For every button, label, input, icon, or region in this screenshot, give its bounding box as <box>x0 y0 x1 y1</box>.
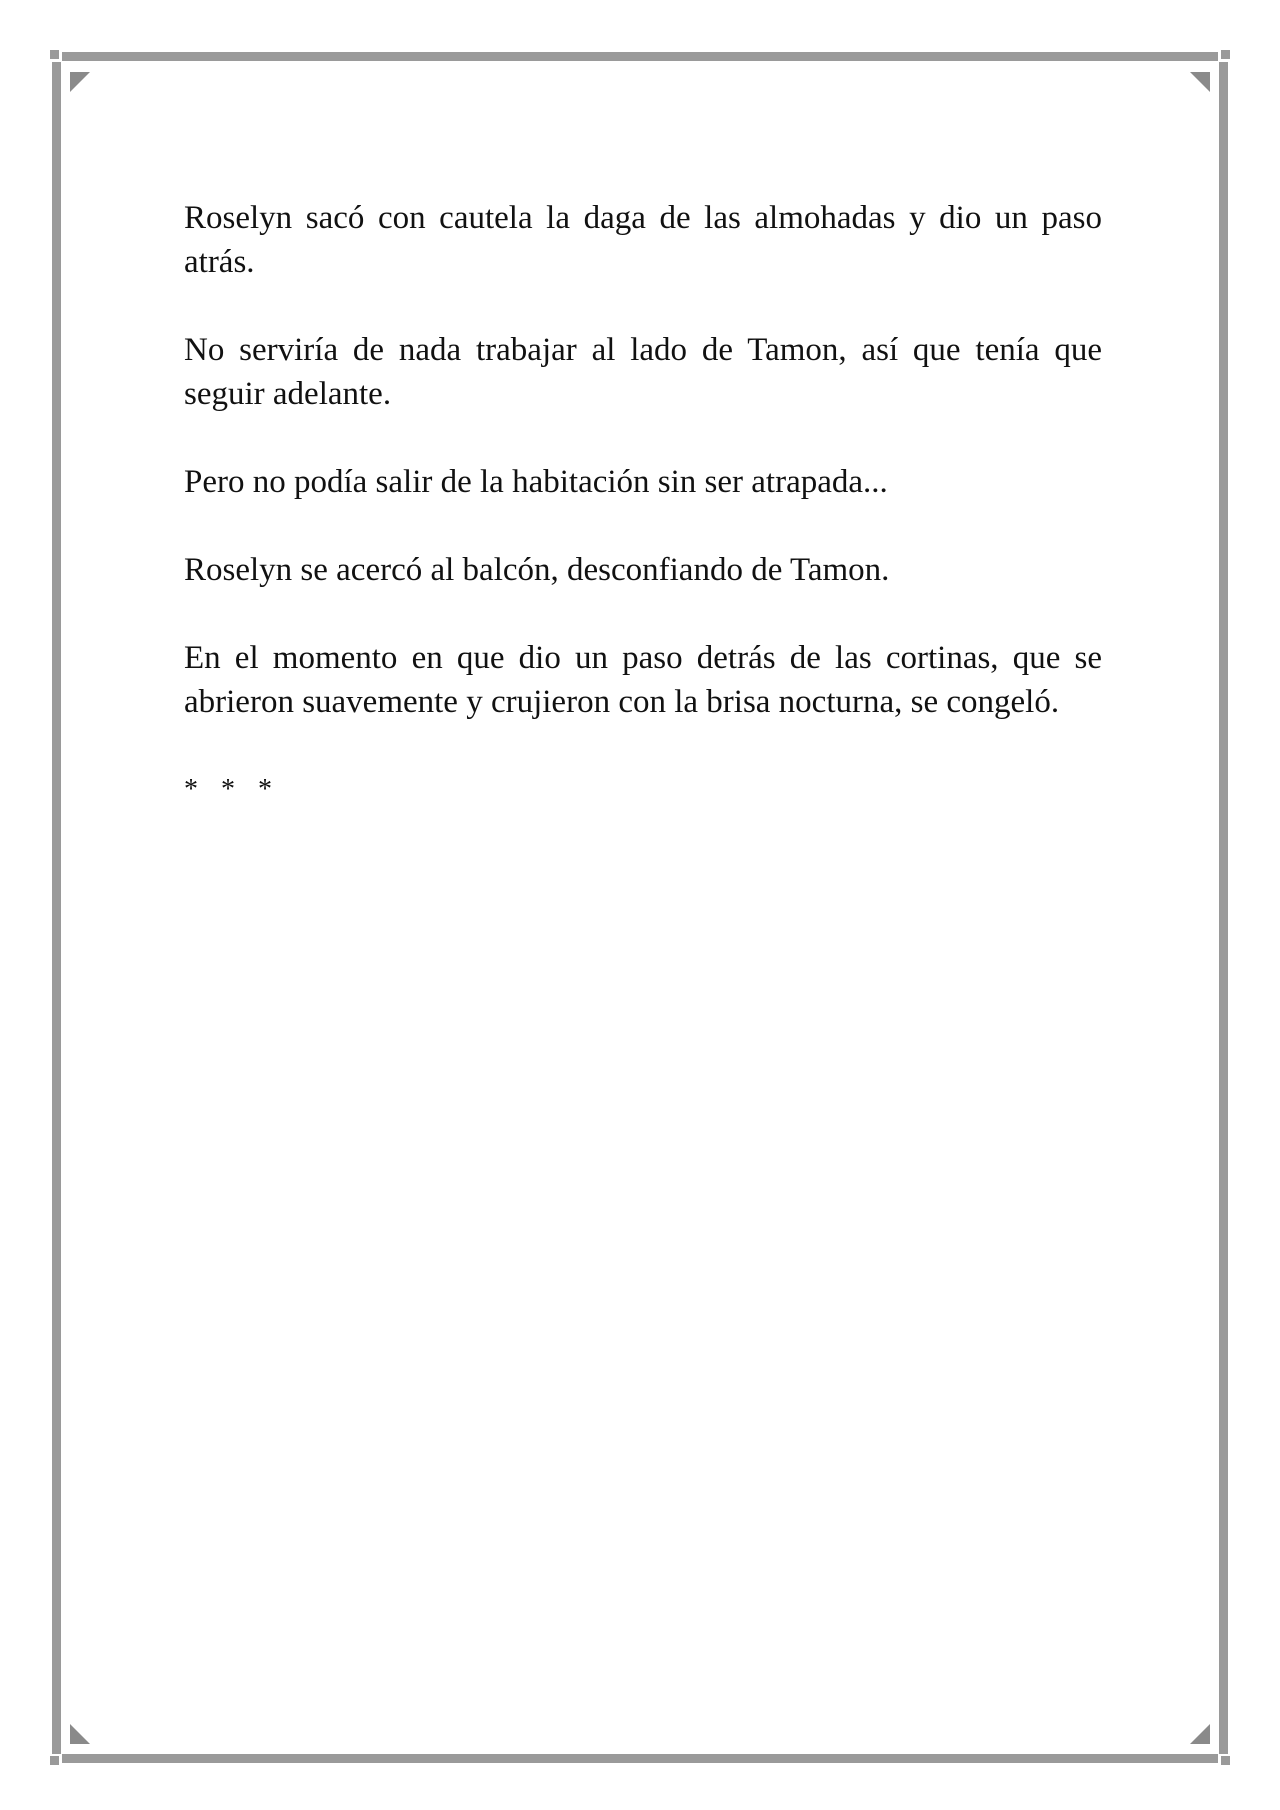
corner-ornament-bottom-left-icon <box>70 1724 90 1744</box>
corner-ornament-bottom-right-icon <box>1190 1724 1210 1744</box>
paragraph: Roselyn sacó con cautela la daga de las almohadas y dio un paso atrás. <box>184 200 1102 280</box>
frame-border-right <box>1219 62 1228 1754</box>
frame-border-bottom <box>62 1754 1218 1763</box>
scene-separator: * * * <box>184 774 280 805</box>
frame-corner-bottom-left <box>50 1756 59 1765</box>
frame-corner-top-right <box>1221 50 1230 59</box>
frame-border-left <box>52 62 61 1754</box>
paragraph: No serviría de nada trabajar al lado de Tamon, así que tenía que seguir adelante. <box>184 332 1102 412</box>
frame-corner-bottom-right <box>1221 1756 1230 1765</box>
corner-ornament-top-left-icon <box>70 72 90 92</box>
frame-border-top <box>62 52 1218 61</box>
corner-ornament-top-right-icon <box>1190 72 1210 92</box>
frame-corner-top-left <box>50 50 59 59</box>
document-body <box>184 196 1102 812</box>
paragraph: En el momento en que dio un paso detrás de las cortinas, que se abrieron suavemente y crujieron con la brisa nocturna, se congeló. <box>184 640 1102 720</box>
paragraph: Pero no podía salir de la habitación sin ser atrapada... <box>184 464 888 500</box>
paragraph: Roselyn se acercó al balcón, desconfiando de Tamon. <box>184 552 890 588</box>
